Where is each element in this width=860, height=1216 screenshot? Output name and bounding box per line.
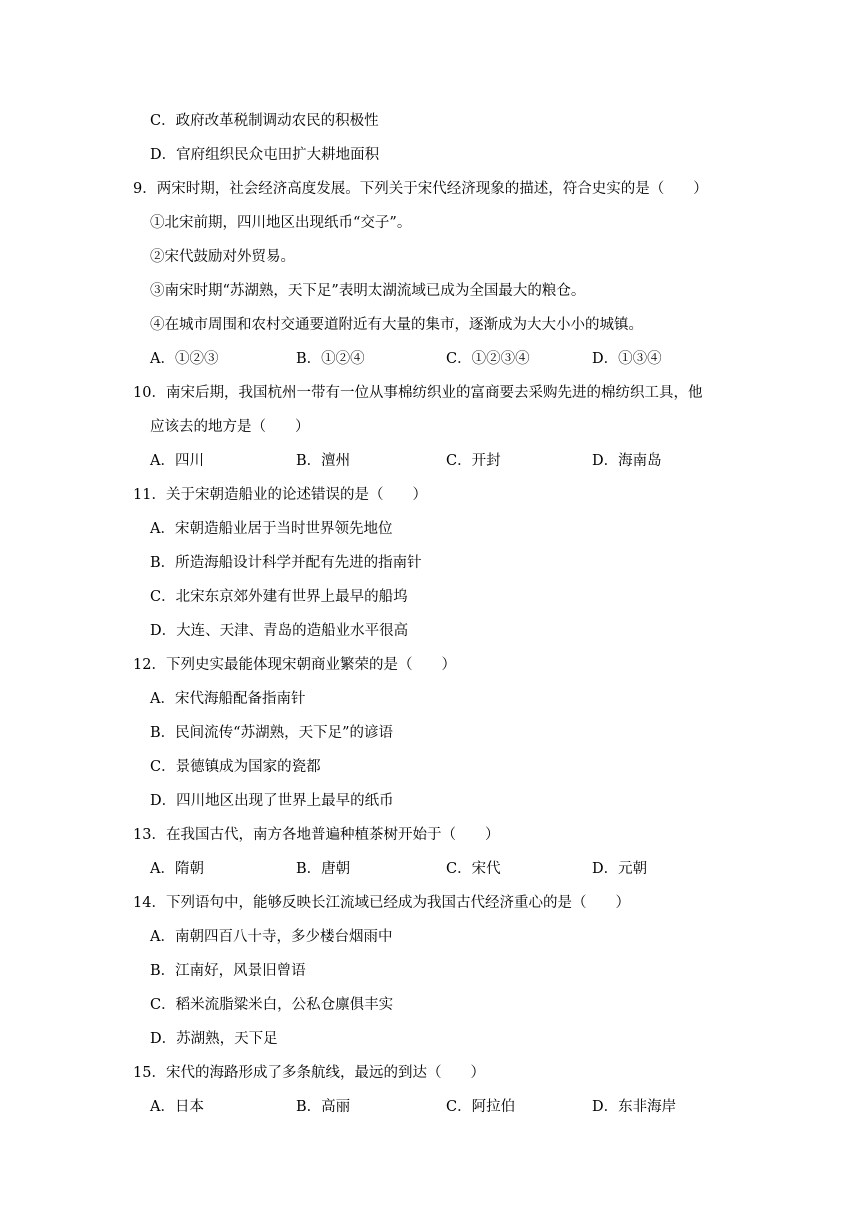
q12-option-b: B．民间流传“苏湖熟，天下足”的谚语 xyxy=(150,725,393,741)
option-d-prev: D．官府组织民众屯田扩大耕地面积 xyxy=(150,147,380,163)
q9-option-b: B．①②④ xyxy=(296,351,365,367)
q10-option-b: B．澶州 xyxy=(296,453,351,469)
q9-statement-2: ②宋代鼓励对外贸易。 xyxy=(150,249,295,265)
q11-option-a: A．宋朝造船业居于当时世界领先地位 xyxy=(150,521,393,537)
q9-option-a: A．①②③ xyxy=(150,351,219,367)
question-10-cont: 应该去的地方是（ ） xyxy=(150,419,310,435)
q14-option-d: D．苏湖熟，天下足 xyxy=(150,1031,278,1047)
q15-option-b: B．高丽 xyxy=(296,1099,351,1115)
q9-statement-4: ④在城市周围和农村交通要道附近有大量的集市，逐渐成为大大小小的城镇。 xyxy=(150,317,643,333)
q15-option-c: C．阿拉伯 xyxy=(446,1099,516,1115)
q13-option-b: B．唐朝 xyxy=(296,861,351,877)
q12-option-d: D．四川地区出现了世界上最早的纸币 xyxy=(150,793,394,809)
q13-option-c: C．宋代 xyxy=(446,861,501,877)
question-12: 12．下列史实最能体现宋朝商业繁荣的是（ ） xyxy=(133,657,456,673)
question-13: 13．在我国古代，南方各地普遍种植茶树开始于（ ） xyxy=(133,827,500,843)
q9-option-c: C．①②③④ xyxy=(446,351,530,367)
q13-option-a: A．隋朝 xyxy=(150,861,204,877)
q11-option-b: B．所造海船设计科学并配有先进的指南针 xyxy=(150,555,422,571)
q14-option-c: C．稻米流脂粱米白，公私仓廪俱丰实 xyxy=(150,997,394,1013)
q9-statement-1: ①北宋前期，四川地区出现纸币“交子”。 xyxy=(150,215,412,231)
q12-option-a: A．宋代海船配备指南针 xyxy=(150,691,306,707)
option-c-prev: C．政府改革税制调动农民的积极性 xyxy=(150,113,379,129)
q9-option-d: D．①③④ xyxy=(592,351,662,367)
question-11: 11．关于宋朝造船业的论述错误的是（ ） xyxy=(133,487,427,503)
q10-option-a: A．四川 xyxy=(150,453,204,469)
q12-option-c: C．景德镇成为国家的瓷都 xyxy=(150,759,321,775)
question-9: 9．两宋时期，社会经济高度发展。下列关于宋代经济现象的描述，符合史实的是（ ） xyxy=(133,181,708,197)
question-10: 10．南宋后期，我国杭州一带有一位从事棉纺织业的富商要去采购先进的棉纺织工具，他 xyxy=(133,385,703,401)
q15-option-d: D．东非海岸 xyxy=(592,1099,677,1115)
q14-option-a: A．南朝四百八十寺，多少楼台烟雨中 xyxy=(150,929,393,945)
q10-option-d: D．海南岛 xyxy=(592,453,662,469)
question-15: 15．宋代的海路形成了多条航线，最远的到达（ ） xyxy=(133,1065,485,1081)
q11-option-d: D．大连、天津、青岛的造船业水平很高 xyxy=(150,623,409,639)
question-14: 14．下列语句中，能够反映长江流域已经成为我国古代经济重心的是（ ） xyxy=(133,895,630,911)
q11-option-c: C．北宋东京郊外建有世界上最早的船坞 xyxy=(150,589,408,605)
q13-option-d: D．元朝 xyxy=(592,861,648,877)
q10-option-c: C．开封 xyxy=(446,453,501,469)
q15-option-a: A．日本 xyxy=(150,1099,204,1115)
q14-option-b: B．江南好，风景旧曾语 xyxy=(150,963,306,979)
q9-statement-3: ③南宋时期“苏湖熟，天下足”表明太湖流域已成为全国最大的粮仓。 xyxy=(150,283,586,299)
